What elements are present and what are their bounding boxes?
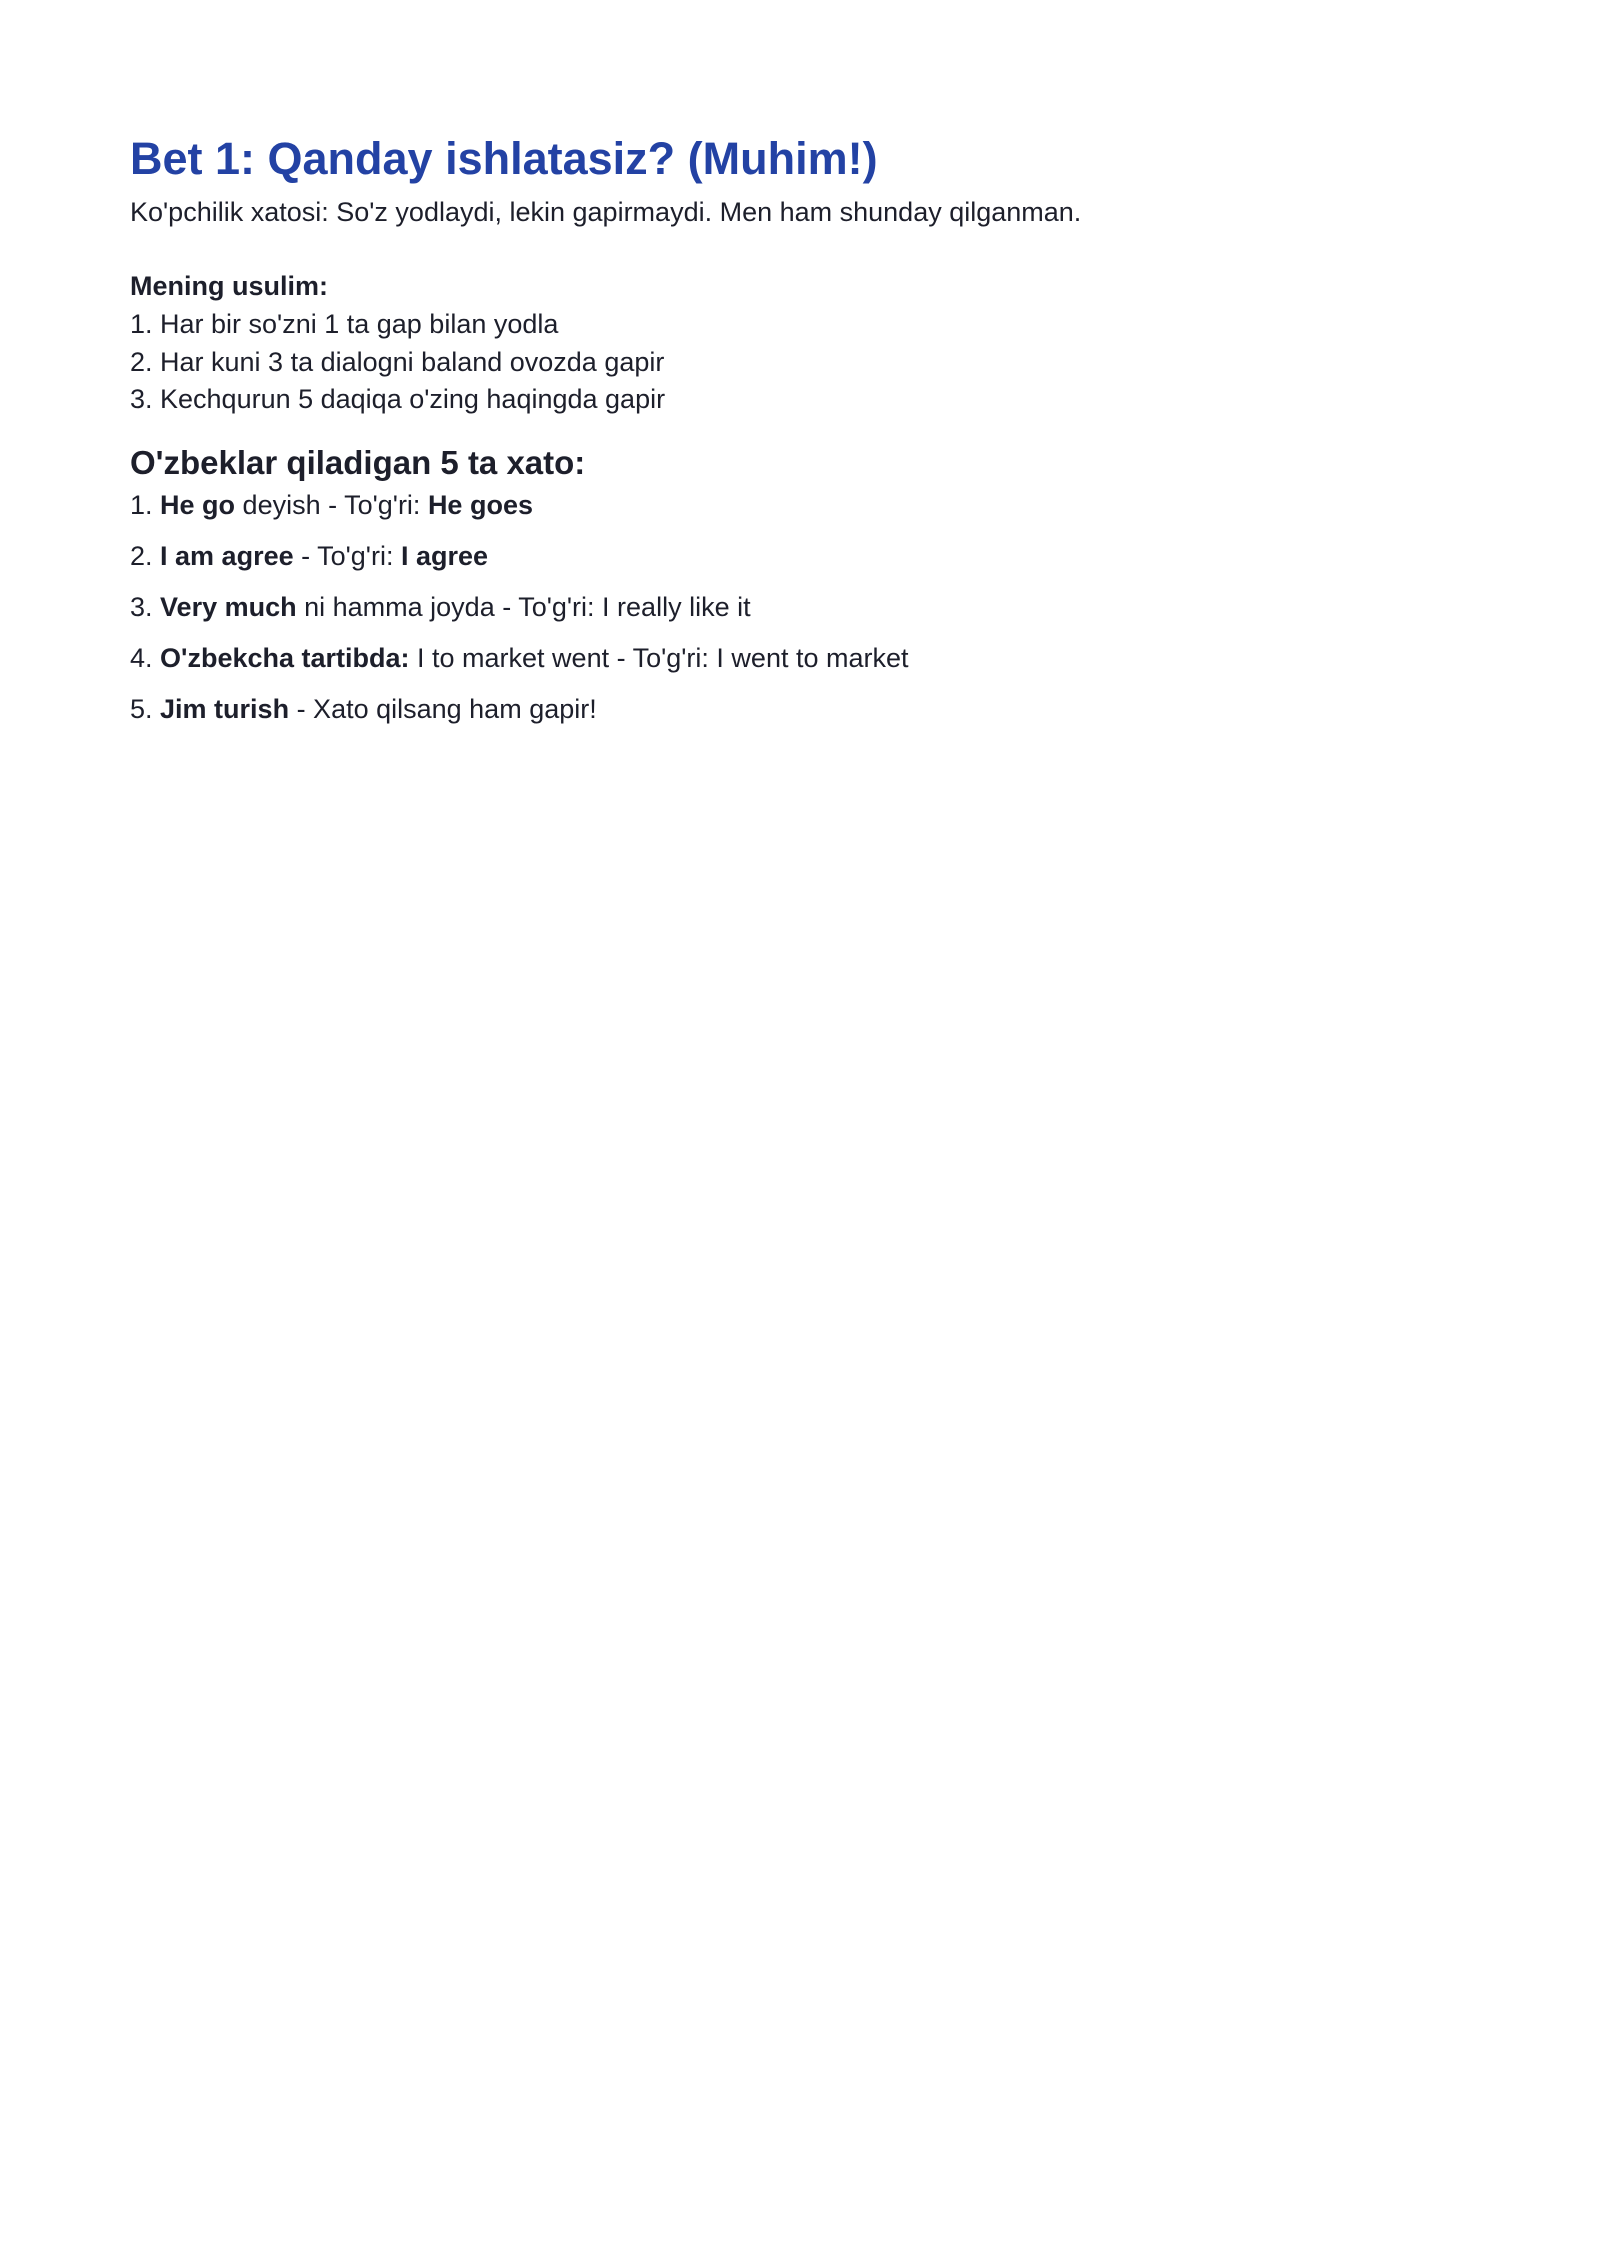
mistake-item <box>130 640 1470 676</box>
mistake-wrong-phrase: Jim turish <box>160 693 290 724</box>
page-content <box>130 130 1470 742</box>
mistake-number: 3. <box>130 591 161 622</box>
intro-paragraph: Ko'pchilik xatosi: So'z yodlaydi, lekin gapirmaydi. Men ham shunday qilganman. <box>130 197 1082 227</box>
mistake-number: 5. <box>130 693 161 724</box>
page-title: Bet 1: Qanday ishlatasiz? (Muhim!) <box>130 133 878 184</box>
mistakes-heading: O'zbeklar qiladigan 5 ta xato: <box>130 443 586 481</box>
mistake-number: 4. <box>130 642 161 673</box>
mistake-item <box>130 487 1470 523</box>
mistake-correct-phrase: I agree <box>400 540 489 571</box>
mistake-wrong-phrase: I am agree <box>160 540 294 571</box>
mistake-text: I to market went - To'g'ri: I went to market <box>409 642 909 673</box>
mistake-text: ni hamma joyda - To'g'ri: I really like it <box>296 591 751 622</box>
mistake-wrong-phrase: Very much <box>160 591 297 622</box>
method-heading: Mening usulim: <box>130 271 328 301</box>
mistake-wrong-phrase: O'zbekcha tartibda: <box>160 642 410 673</box>
method-item: 2. Har kuni 3 ta dialogni baland ovozda gapir <box>130 346 665 377</box>
method-item: 1. Har bir so'zni 1 ta gap bilan yodla <box>130 309 559 339</box>
mistake-item <box>130 589 1470 625</box>
mistake-text: - To'g'ri: <box>293 540 401 571</box>
mistake-item <box>130 691 1470 727</box>
method-item: 3. Kechqurun 5 daqiqa o'zing haqingda gapir <box>130 384 666 414</box>
mistake-number: 1. <box>130 489 161 520</box>
mistake-wrong-phrase: He go <box>160 489 236 520</box>
mistake-text: - Xato qilsang ham gapir! <box>289 693 597 724</box>
mistakes-list <box>130 487 1470 727</box>
mistake-number: 2. <box>130 540 161 571</box>
mistake-correct-phrase: He goes <box>427 489 533 520</box>
mistake-item <box>130 538 1470 574</box>
method-list <box>130 306 1470 419</box>
mistake-text: deyish - To'g'ri: <box>235 489 428 520</box>
